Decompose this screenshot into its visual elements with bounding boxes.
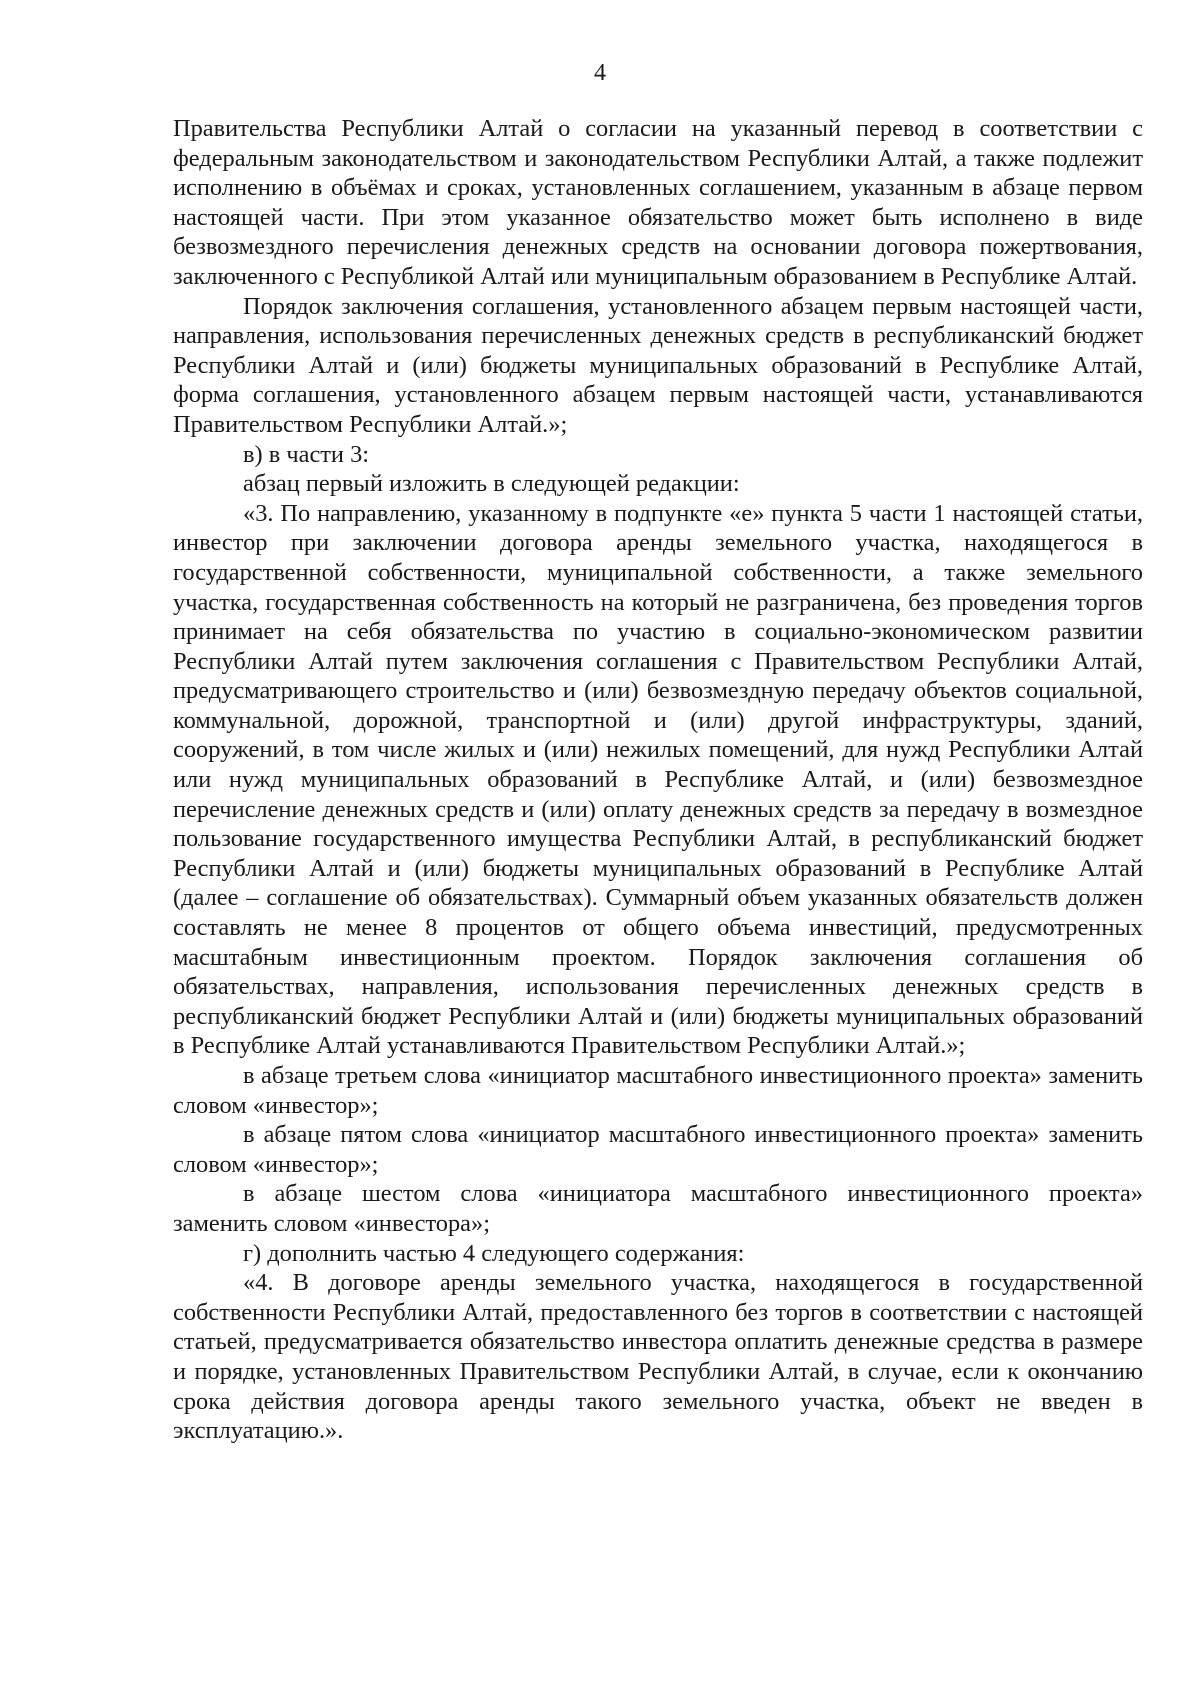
document-body: [173, 114, 1143, 1446]
paragraph-first-abzac: абзац первый изложить в следующей редакции:: [243, 470, 740, 498]
paragraph-fifth-abzac: в абзаце пятом слова «инициатор масштабного инвестиционного проекта» заменить словом «инвестор»;: [173, 1121, 1143, 1178]
paragraph-third-abzac: в абзаце третьем слова «инициатор масштабного инвестиционного проекта» заменить словом «инвестор»;: [173, 1062, 1143, 1119]
paragraph-item-g: г) дополнить частью 4 следующего содержания:: [243, 1239, 745, 1267]
paragraph-agreement-procedure: Порядок заключения соглашения, установленного абзацем первым настоящей части, направления, использования перечисленных денежных средств в республиканский бюджет Республики Алтай и (или) бюджеты муниципальных образований в Республике Алтай, форма соглашения, установленного абзацем первым настоящей части, устанавливаются Правительством Республики Алтай.»;: [173, 292, 1143, 438]
paragraph-item-v: в) в части 3:: [243, 440, 370, 468]
paragraph-part-4: «4. В договоре аренды земельного участка, находящегося в государственной собственности Республики Алтай, предоставленного без торгов в соответствии с настоящей статьей, предусматривается обязательство инвестора оплатить денежные средства в размере и порядке, установленных Правительством Республики Алтай, в случае, если к окончанию срока действия договора аренды такого земельного участка, объект не введен в эксплуатацию.».: [173, 1269, 1143, 1445]
page-number: 4: [594, 60, 606, 86]
paragraph-part-3: «3. По направлению, указанному в подпункте «е» пункта 5 части 1 настоящей статьи, инвестор при заключении договора аренды земельного участка, находящегося в государственной собственности, муниципальной собственности, а также земельного участка, государственная собственность на который не разграничена, без проведения торгов принимает на себя обязательства по участию в социально-экономическом развитии Республики Алтай путем заключения соглашения с Правительством Республики Алтай, предусматривающего строительство и (или) безвозмездную передачу объектов социальной, коммунальной, дорожной, транспортной и (или) другой инфраструктуры, зданий, сооружений, в том числе жилых и (или) нежилых помещений, для нужд Республики Алтай или нужд муниципальных образований в Республике Алтай, и (или) безвозмездное перечисление денежных средств и (или) оплату денежных средств за передачу в возмездное пользование государственного имущества Республики Алтай, в республиканский бюджет Республики Алтай и (или) бюджеты муниципальных образований в Республике Алтай (далее – соглашение об обязательствах). Суммарный объем указанных обязательств должен составлять не менее 8 процентов от общего объема инвестиций, предусмотренных масштабным инвестиционным проектом. Порядок заключения соглашения об обязательствах, направления, использования перечисленных денежных средств в республиканский бюджет Республики Алтай и (или) бюджеты муниципальных образований в Республике Алтай устанавливаются Правительством Республики Алтай.»;: [173, 499, 1143, 1060]
paragraph-sixth-abzac: в абзаце шестом слова «инициатора масштабного инвестиционного проекта» заменить словом «инвестора»;: [173, 1180, 1143, 1237]
paragraph-continuation: Правительства Республики Алтай о согласии на указанный перевод в соответствии с федеральным законодательством и законодательством Республики Алтай, а также подлежит исполнению в объёмах и сроках, установленных соглашением, указанным в абзаце первом настоящей части. При этом указанное обязательство может быть исполнено в виде безвозмездного перечисления денежных средств на основании договора пожертвования, заключенного с Республикой Алтай или муниципальным образованием в Республике Алтай.: [173, 115, 1143, 290]
